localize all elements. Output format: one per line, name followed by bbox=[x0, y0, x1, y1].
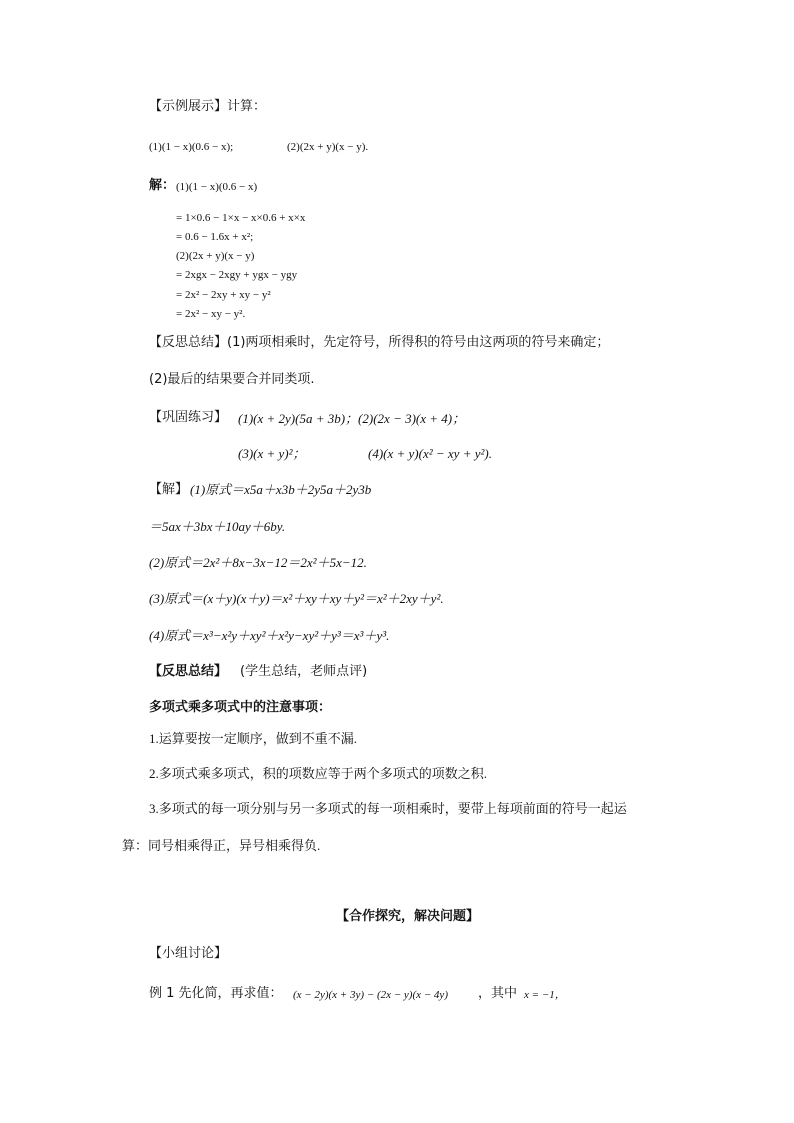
answers-label: 【解】 bbox=[149, 482, 189, 497]
reflection-2-heading: 【反思总结】 bbox=[149, 664, 228, 679]
notes-heading: 多项式乘多项式中的注意事项： bbox=[149, 699, 332, 714]
notes-item-1: 1.运算要按一定顺序，做到不重不漏. bbox=[149, 731, 358, 746]
notes-item-3a: 3.多项式的每一项分别与另一多项式的每一项相乘时，要带上每项前面的符号一起运 bbox=[149, 801, 627, 816]
example-heading: 【示例展示】计算： bbox=[149, 99, 267, 114]
practice-heading: 【巩固练习】 bbox=[149, 410, 228, 425]
reflection-line-1: 【反思总结】(1)两项相乘时，先定符号，所得积的符号由这两项的符号来确定； bbox=[149, 335, 610, 350]
answers-line-1: (1)原式＝x5a＋x3b＋2y5a＋2y3b bbox=[190, 482, 372, 497]
practice-line-2b: (4)(x + y)(x² − xy + y²). bbox=[368, 446, 492, 461]
solution-step: (2)(2x + y)(x − y) bbox=[176, 250, 255, 262]
solution-label: 解： bbox=[149, 178, 176, 193]
example-problem-1: (1)(1 − x)(0.6 − x); bbox=[149, 141, 234, 153]
example-problem-2: (2)(2x + y)(x − y). bbox=[287, 141, 369, 153]
reflection-2-note: (学生总结，老师点评) bbox=[240, 664, 368, 679]
example1-where: ，其中 bbox=[478, 986, 518, 1001]
solution-step: = 1×0.6 − 1×x − x×0.6 + x×x bbox=[176, 212, 306, 224]
group-heading: 【小组讨论】 bbox=[149, 946, 228, 961]
solution-step: = 2x² − xy − y². bbox=[176, 308, 246, 320]
answers-line-5: (4)原式＝x³−x²y＋xy²＋x²y−xy²＋y³＝x³＋y³. bbox=[149, 628, 390, 643]
example1-label: 例 1 先化简，再求值： bbox=[149, 986, 283, 1001]
answers-line-3: (2)原式＝2x²＋8x−3x−12＝2x²＋5x−12. bbox=[149, 555, 367, 570]
example1-condition: x = −1， bbox=[524, 989, 566, 1001]
practice-line-2a: (3)(x + y)²； bbox=[238, 446, 306, 461]
solution-step: = 2x² − 2xy + xy − y² bbox=[176, 289, 271, 301]
reflection-line-2: (2)最后的结果要合并同类项. bbox=[149, 372, 315, 387]
section-title: 【合作探究，解决问题】 bbox=[336, 909, 480, 924]
example1-expression: (x − 2y)(x + 3y) − (2x − y)(x − 4y) bbox=[293, 989, 448, 1001]
notes-item-2: 2.多项式乘多项式，积的项数应等于两个多项式的项数之积. bbox=[149, 766, 488, 781]
practice-line-1: (1)(x + 2y)(5a + 3b)；(2)(2x − 3)(x + 4)； bbox=[238, 411, 466, 426]
solution-step: = 2xgx − 2xgy + ygx − ygy bbox=[176, 269, 298, 281]
solution-step: = 0.6 − 1.6x + x²; bbox=[176, 231, 254, 243]
answers-line-4: (3)原式＝(x＋y)(x＋y)＝x²＋xy＋xy＋y²＝x²＋2xy＋y². bbox=[149, 591, 444, 606]
notes-item-3b: 算：同号相乘得正，异号相乘得负. bbox=[122, 838, 321, 853]
solution-start: (1)(1 − x)(0.6 − x) bbox=[176, 181, 258, 193]
answers-line-2: ＝5ax＋3bx＋10ay＋6by. bbox=[149, 519, 286, 534]
